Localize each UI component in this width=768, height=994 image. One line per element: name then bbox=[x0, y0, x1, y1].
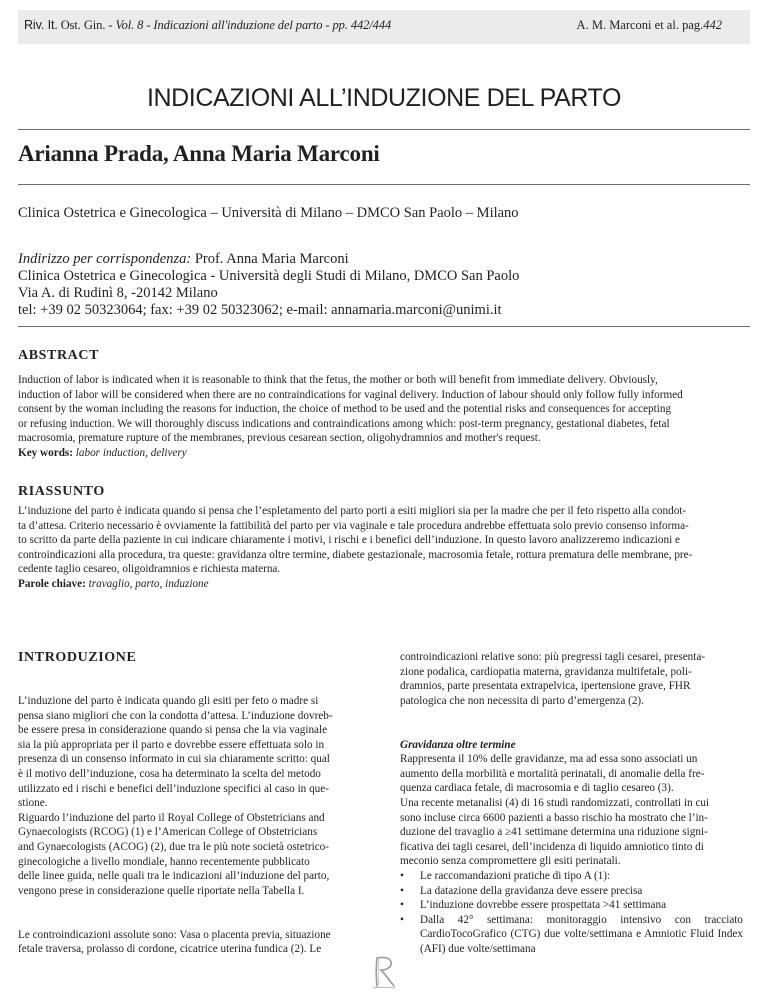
riassunto-heading: RIASSUNTO bbox=[18, 484, 105, 499]
correspondence-rule bbox=[18, 326, 750, 327]
intro-line: Riguardo l’induzione del parto il Royal College of Obstetricians and bbox=[18, 811, 325, 824]
body-line: controindicazioni relative sono: più pregressi tagli cesarei, presenta- bbox=[400, 651, 706, 663]
article-title: INDICAZIONI ALL’INDUZIONE DEL PARTO bbox=[146, 84, 622, 112]
intro-line: stione. bbox=[18, 797, 48, 810]
bullet-item: • Le raccomandazioni pratiche di tipo A (1): bbox=[400, 869, 743, 884]
keywords-value: labor induction, delivery bbox=[73, 446, 187, 459]
running-header-left bbox=[24, 18, 391, 33]
body-line: sono incluse circa 6600 pazienti a basso rischio ha mostrato che l’in- bbox=[400, 811, 708, 824]
affiliation: Clinica Ostetrica e Ginecologica – Università di Milano – DMCO San Paolo – Milano bbox=[18, 205, 519, 221]
author-rule bbox=[18, 184, 750, 185]
body-line: duzione del travaglio a ≥41 settimane determina una riduzione signi- bbox=[400, 826, 708, 839]
page-number: 442 bbox=[703, 18, 722, 32]
journal-name-rest: Ost. Gin. - bbox=[57, 18, 116, 32]
intro-line: è il motivo dell’induzione, cosa ha determinato la scelta del metodo bbox=[18, 767, 321, 780]
intro-line: be essere presa in considerazione quando si pensa che la via vaginale bbox=[18, 724, 328, 737]
riassunto-keywords bbox=[18, 577, 743, 592]
correspondence-line: Via A. di Rudinì 8, -20142 Milano bbox=[18, 285, 218, 301]
bullet-item: • La datazione della gravidanza deve essere precisa bbox=[400, 884, 743, 899]
intro-line: vengono prese in considerazione quelle riportate nella Tabella I. bbox=[18, 884, 305, 897]
abstract-line: Induction of labor is indicated when it is reasonable to think that the fetus, the mother or both will benefit from immediate delivery. Obviously, bbox=[18, 374, 658, 386]
parole-chiave-label: Parole chiave: bbox=[18, 577, 86, 590]
body-line: quenza cardiaca fetale, di macrosomia e di taglio cesareo (3). bbox=[400, 782, 674, 795]
body-line: Rappresenta il 10% delle gravidanze, ma ad essa sono associati un bbox=[400, 753, 698, 766]
correspondence-first-line bbox=[18, 251, 519, 268]
journal-r-logo-icon bbox=[370, 954, 398, 990]
abstract-body bbox=[18, 373, 743, 461]
abstract-heading: ABSTRACT bbox=[18, 348, 100, 363]
intro-line: pensa siano migliori che con la condotta d’attesa. L’induzione dovreb- bbox=[18, 709, 333, 722]
correspondence-line: tel: +39 02 50323064; fax: +39 02 50323062; e-mail: annamaria.marconi@unimi.it bbox=[18, 302, 502, 318]
left-column bbox=[18, 694, 361, 957]
intro-line: sia la più appropriata per il parto e dovrebbe essere effettuata solo in bbox=[18, 738, 325, 751]
riassunto-line: to scritto da parte della paziente in cui indicare chiaramente i motivi, i rischi e i benefici dell’induzione. In questo lavoro analizzeremo indicazioni e bbox=[18, 534, 680, 547]
body-line: Una recente metanalisi (4) di 16 studi randomizzati, controllati in cui bbox=[400, 796, 710, 809]
body-line: zione podalica, cardiopatia materna, gravidanza multifetale, poli- bbox=[400, 665, 692, 678]
subsection-heading: Gravidanza oltre termine bbox=[400, 738, 516, 751]
intro-line: L’induzione del parto è indicata quando gli esiti per feto o madre si bbox=[18, 695, 319, 707]
intro-line: ginecologiche a livello mondiale, hanno recentemente pubblicato bbox=[18, 855, 310, 868]
body-line: dramnios, parte presentata extrapelvica, ipertensione grave, FHR bbox=[400, 680, 691, 693]
abstract-keywords bbox=[18, 446, 743, 461]
bullet-item: • Dalla 42° settimana: monitoraggio intensivo con tracciato CardioTocoGrafico (CTG) due volte/settimana e Amniotic Fluid Index (AFI) due volte/settimana bbox=[400, 913, 743, 957]
riassunto-line: ta d’attesa. Criterio necessario è ovviamente la fattibilità del parto per via vaginale e tale procedura andrebbe effettuata solo previo consenso informa- bbox=[18, 519, 689, 532]
header-authors: A. M. Marconi et al. pag. bbox=[576, 18, 704, 32]
riassunto-body bbox=[18, 504, 743, 592]
body-line: patologica che non necessita di parto d’emergenza (2). bbox=[400, 694, 644, 707]
abstract-line: or refusing induction. We will thoroughly discuss indications and contraindications among which: post-term pregnancy, gestational diabetes, fetal bbox=[18, 417, 670, 430]
introduzione-heading: INTRODUZIONE bbox=[18, 650, 137, 665]
parole-chiave-value: travaglio, parto, induzione bbox=[85, 577, 209, 590]
correspondence-label: Indirizzo per corrispondenza: bbox=[18, 251, 192, 267]
title-rule bbox=[18, 129, 750, 130]
correspondence-name: Prof. Anna Maria Marconi bbox=[191, 251, 349, 267]
keywords-label: Key words: bbox=[18, 446, 73, 459]
abstract-line: consent by the woman including the reasons for induction, the choice of method to be used and the potential risks and consequences for accepting bbox=[18, 403, 672, 416]
journal-abbrev: Riv. It. bbox=[24, 18, 58, 32]
correspondence bbox=[18, 251, 519, 319]
riassunto-line: controindicazioni alla procedura, tra queste: gravidanza oltre termine, diabete gestazionale, macrosomia fetale, rottura prematura delle membrane, pre- bbox=[18, 548, 693, 561]
abstract-line: macrosomia, premature rupture of the membranes, previous cesarean section, oligohydramnios and mother's request. bbox=[18, 432, 541, 445]
intro-line: Le controindicazioni assolute sono: Vasa o placenta previa, situazione bbox=[18, 928, 331, 941]
abstract-line: induction of labor will be considered when there are no contraindications for vaginal delivery. Induction of labour should only follow fully informed bbox=[18, 388, 683, 401]
body-line: aumento della morbilità e mortalità perinatali, di anomalie della fre- bbox=[400, 767, 705, 780]
correspondence-line: Clinica Ostetrica e Ginecologica - Università degli Studi di Milano, DMCO San Paolo bbox=[18, 268, 520, 284]
riassunto-line: cedente taglio cesareo, oligoidramnios e richiesta materna. bbox=[18, 563, 281, 576]
riassunto-line: L’induzione del parto è indicata quando si pensa che l’espletamento del parto porti a esiti migliori sia per la madre che per il feto rispetto alla condot- bbox=[18, 505, 687, 517]
bullet-item: • L’induzione dovrebbe essere prospettata >41 settimana bbox=[400, 898, 743, 913]
author-list: Arianna Prada, Anna Maria Marconi bbox=[18, 141, 380, 166]
intro-line: utilizzato ed i rischi e benefici dell’induzione specifici al caso in que- bbox=[18, 782, 329, 795]
right-column bbox=[400, 650, 743, 956]
running-header-right bbox=[577, 18, 722, 33]
intro-line: delle linee guida, nelle quali tra le indicazioni all’induzione del parto, bbox=[18, 870, 330, 883]
body-line: meconio senza compromettere gli esiti perinatali. bbox=[400, 855, 621, 868]
running-title: Vol. 8 - Indicazioni all'induzione del parto - pp. 442/444 bbox=[115, 18, 392, 32]
intro-line: fetale traversa, prolasso di cordone, cicatrice uterina fundica (2). Le bbox=[18, 943, 322, 956]
intro-line: presenza di un consenso informato in cui sia chiaramente scritto: qual bbox=[18, 753, 330, 766]
intro-line: Gynaecologists (RCOG) (1) e l’American College of Obstetricians bbox=[18, 826, 318, 839]
intro-line: and Gynaecologists (ACOG) (2), due tra le più note società ostetrico- bbox=[18, 840, 329, 853]
body-line: ficativa dei tagli cesarei, dell’incidenza di liquido amniotico tinto di bbox=[400, 840, 704, 853]
